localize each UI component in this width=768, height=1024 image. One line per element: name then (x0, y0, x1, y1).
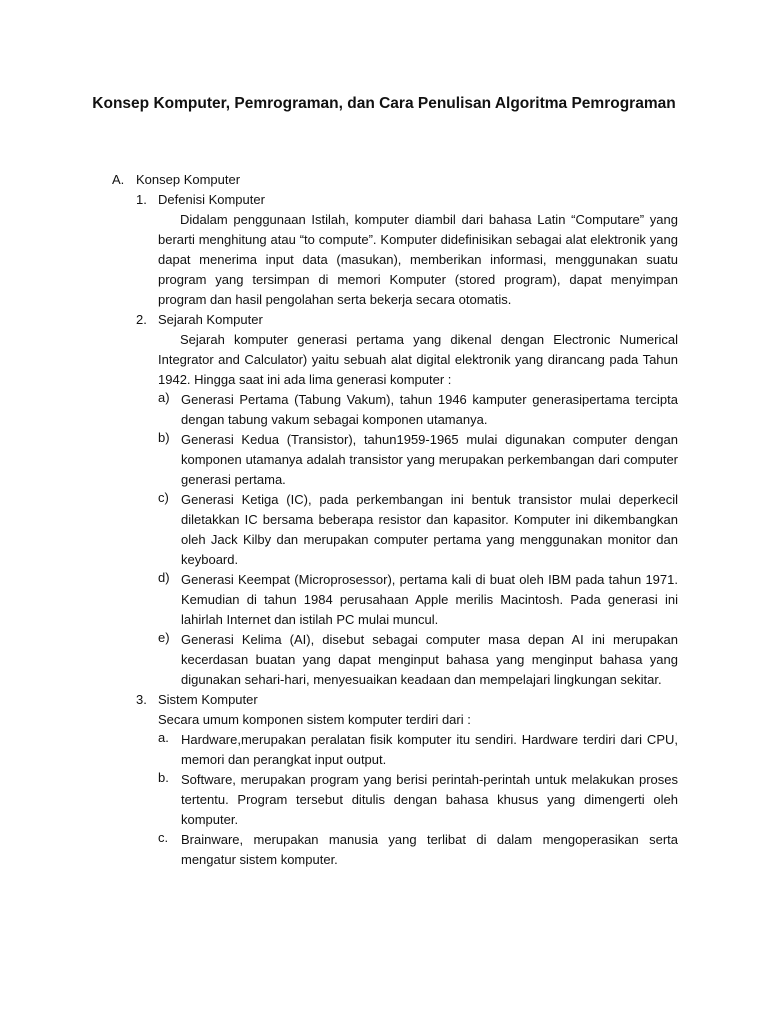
sub-item-text: Brainware, merupakan manusia yang terlibat di dalam mengoperasikan serta mengatur sistem komputer. (181, 832, 678, 867)
sub-item-text: Generasi Kelima (AI), disebut sebagai computer masa depan AI ini merupakan kecerdasan buatan yang dapat menginput bahasa yang menginput bahasa yang digunakan sehari-hari, menyesuaikan keadaan dan mempelajari lingkungan sekitar. (181, 632, 678, 687)
item-heading: Sistem Komputer (158, 692, 258, 707)
item-heading: Sejarah Komputer (158, 312, 263, 327)
sub-list-item (158, 770, 678, 830)
list-item-definition (136, 190, 678, 310)
sub-item-marker: b) (158, 430, 170, 445)
sub-item-marker: b. (158, 770, 169, 785)
sub-item-text: Generasi Ketiga (IC), pada perkembangan ini bentuk transistor mulai deperkecil diletakkan IC bersama beberapa resistor dan kapasitor. Komputer ini dikembangkan oleh Jack Kilby dan merupakan computer pertama yang menggunakan monitor dan keyboard. (181, 492, 678, 567)
section-title: Konsep Komputer (136, 172, 241, 187)
sub-list-item (158, 630, 678, 690)
sub-item-text: Software, merupakan program yang berisi perintah-perintah untuk melakukan proses tertentu. Program tersebut ditulis dengan bahasa khusus yang dimengerti oleh komputer. (181, 772, 678, 827)
sub-list-item (158, 490, 678, 570)
sub-item-text: Hardware,merupakan peralatan fisik komputer itu sendiri. Hardware terdiri dari CPU, memori dan perangkat input output. (181, 732, 678, 767)
sub-item-marker: c. (158, 830, 169, 845)
sub-item-text: Generasi Keempat (Microprosessor), pertama kali di buat oleh IBM pada tahun 1971. Kemudian di tahun 1984 perusahaan Apple merilis Macintosh. Pada generasi ini lahirlah Internet dan istilah PC mulai muncul. (181, 572, 678, 627)
item-paragraph: Secara umum komponen sistem komputer terdiri dari : (158, 712, 471, 727)
sub-item-marker: a) (158, 390, 170, 405)
sub-item-marker: a. (158, 730, 169, 745)
sub-list-item (158, 390, 678, 430)
list-item-system (136, 690, 678, 730)
item-marker: 3. (136, 692, 147, 707)
sub-item-marker: d) (158, 570, 170, 585)
sub-list-item (158, 430, 678, 490)
sub-list-item (158, 730, 678, 770)
sub-item-marker: c) (158, 490, 169, 505)
sub-item-text: Generasi Pertama (Tabung Vakum), tahun 1946 kamputer generasipertama tercipta dengan tabung vakum sebagai komponen utamanya. (181, 392, 678, 427)
sub-list-item (158, 830, 678, 870)
item-marker: 1. (136, 192, 147, 207)
item-heading: Defenisi Komputer (158, 192, 265, 207)
item-paragraph: Sejarah komputer generasi pertama yang dikenal dengan Electronic Numerical Integrator and Calculator) yaitu sebuah alat digital elektronik yang dirancang pada Tahun 1942. Hingga saat ini ada lima generasi komputer : (158, 332, 678, 387)
sub-item-marker: e) (158, 630, 170, 645)
sub-item-text: Generasi Kedua (Transistor), tahun1959-1965 mulai digunakan computer dengan komponen utamanya adalah transistor yang merupakan perkembangan dari computer generasi pertama. (181, 432, 678, 487)
section-a-heading (112, 170, 678, 190)
item-paragraph: Didalam penggunaan Istilah, komputer diambil dari bahasa Latin “Computare” yang berarti menghitung atau “to compute”. Komputer didefinisikan sebagai alat elektronik yang dapat menerima input data (masukan), memberikan informasi, menggunakan suatu program yang tersimpan di memori Komputer (stored program), dapat menyimpan program dan hasil pengolahan serta bekerja secara otomatis. (158, 212, 678, 307)
list-item-history (136, 310, 678, 390)
document-title: Konsep Komputer, Pemrograman, dan Cara Penulisan Algoritma Pemrograman (92, 95, 676, 112)
sub-list-item (158, 570, 678, 630)
document-body (112, 170, 678, 870)
section-marker: A. (112, 172, 125, 187)
item-marker: 2. (136, 312, 147, 327)
